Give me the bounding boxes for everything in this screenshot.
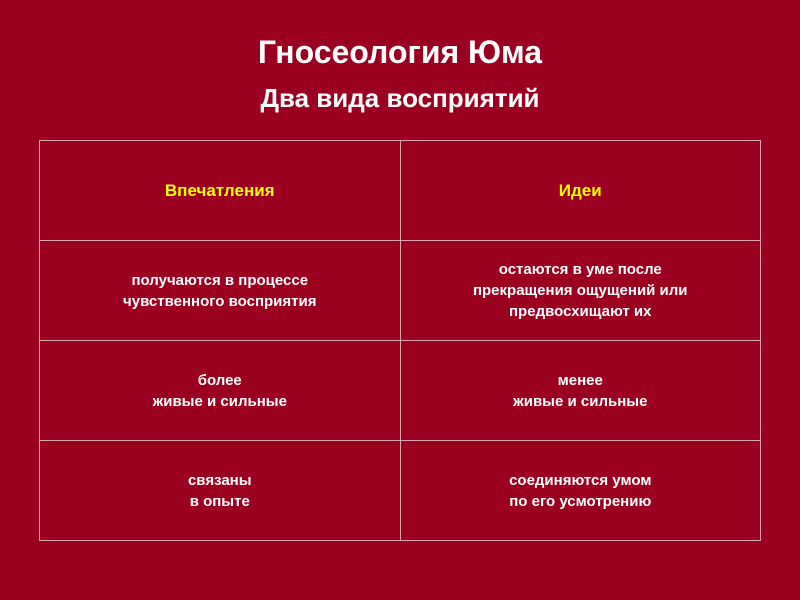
slide-title: Гносеология Юма bbox=[257, 34, 543, 70]
header-ideas-label: Идеи bbox=[558, 181, 602, 200]
header-impressions-label: Впечатления bbox=[164, 181, 275, 200]
table-header-row bbox=[40, 141, 761, 241]
cell-text: менее живые и сильные bbox=[513, 371, 648, 410]
cell-text: более живые и сильные bbox=[152, 371, 287, 410]
cell-text: получаются в процессе чувственного восприятия bbox=[123, 271, 317, 310]
cell-text: связаны в опыте bbox=[187, 471, 252, 510]
slide-subtitle: Два вида восприятий bbox=[260, 83, 540, 113]
cell-text: соединяются умом по его усмотрению bbox=[509, 471, 652, 510]
table-cell bbox=[400, 241, 761, 341]
table-row bbox=[40, 341, 761, 441]
table-cell bbox=[400, 341, 761, 441]
table-cell bbox=[400, 441, 761, 541]
table-row bbox=[40, 441, 761, 541]
cell-text: остаются в уме после прекращения ощущений или предвосхищают их bbox=[472, 261, 688, 320]
header-impressions bbox=[40, 141, 401, 241]
table-cell bbox=[40, 241, 401, 341]
header-ideas bbox=[400, 141, 761, 241]
table-row bbox=[40, 241, 761, 341]
table-cell bbox=[40, 441, 401, 541]
table-cell bbox=[40, 341, 401, 441]
comparison-table bbox=[39, 140, 761, 541]
